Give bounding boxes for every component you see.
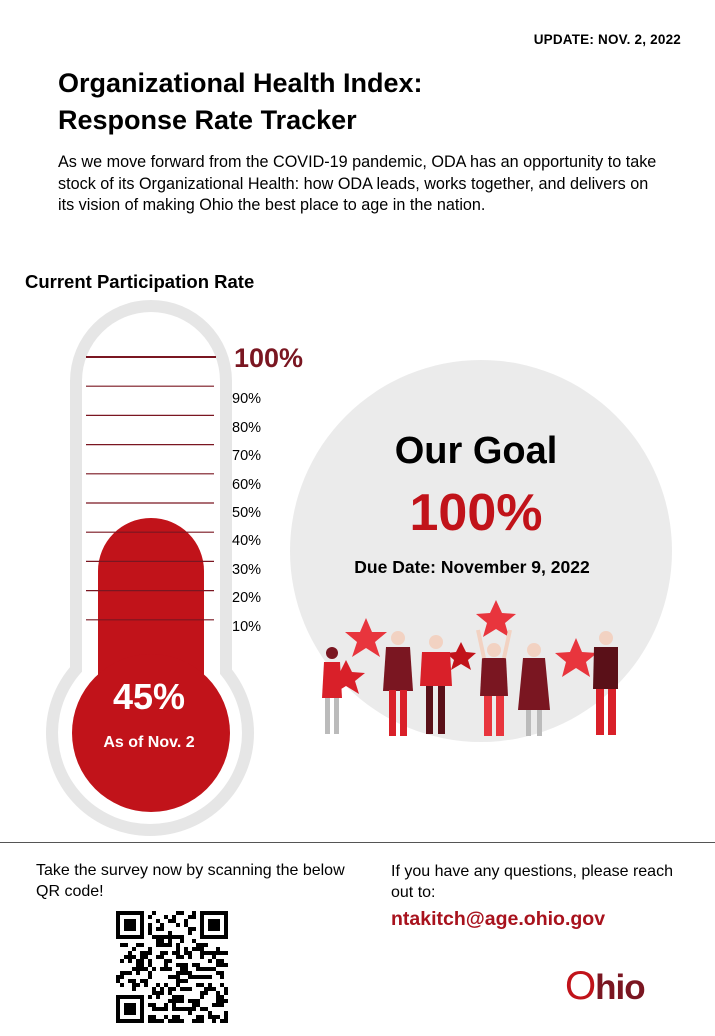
scale-label-30: 30% [232, 562, 262, 578]
intro-paragraph: As we move forward from the COVID-19 pandemic, ODA has an opportunity to take stock of its Organizational Health: how ODA leads, works together, and delivers on its vision of making Ohio the best place to age in the nation. [58, 153, 657, 214]
scale-label-40: 40% [232, 533, 262, 549]
participation-heading: Current Participation Rate [25, 271, 255, 292]
ohio-logo [565, 964, 645, 1009]
qr-code[interactable] [116, 911, 228, 1023]
scale-label-70: 70% [232, 448, 262, 464]
survey-instructions: Take the survey now by scanning the below QR code! [36, 862, 345, 900]
scale-label-90: 90% [232, 391, 262, 407]
current-percent: 45% [112, 676, 186, 717]
goal-due-date: Due Date: November 9, 2022 [354, 557, 590, 577]
scale-label-10: 10% [232, 619, 262, 635]
scale-label-60: 60% [232, 477, 262, 493]
star-icon [345, 618, 387, 657]
scale-label-100: 100% [234, 343, 304, 373]
celebrating-people-illustration [318, 600, 618, 742]
person-figure [383, 631, 413, 736]
person-figure [518, 643, 550, 736]
ohio-logo-o: O [565, 964, 596, 1008]
divider [0, 842, 715, 843]
person-figure [593, 631, 618, 735]
title-line-2: Response Rate Tracker [58, 105, 357, 135]
goal-title: Our Goal [394, 430, 558, 472]
scale-label-20: 20% [232, 590, 262, 606]
update-date: UPDATE: NOV. 2, 2022 [533, 32, 681, 47]
title-line-1: Organizational Health Index: [58, 68, 423, 98]
person-figure [478, 630, 510, 736]
goal-percent: 100% [409, 484, 543, 542]
ohio-logo-rest: hio [595, 968, 645, 1007]
person-figure [420, 635, 452, 734]
contact-email-link[interactable]: ntakitch@age.ohio.gov [391, 908, 606, 930]
as-of-date: As of Nov. 2 [103, 734, 195, 751]
scale-label-80: 80% [232, 420, 262, 436]
scale-label-50: 50% [232, 505, 262, 521]
questions-text: If you have any questions, please reach out to: [391, 863, 673, 901]
star-icon [555, 638, 597, 677]
person-figure [322, 647, 342, 734]
